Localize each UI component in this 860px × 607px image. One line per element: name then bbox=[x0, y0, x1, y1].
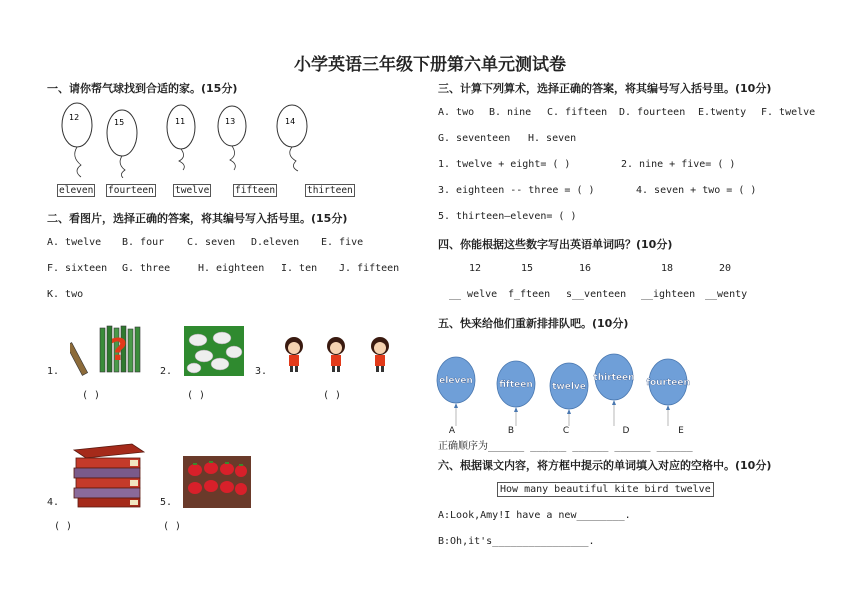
balloon-11 bbox=[167, 105, 195, 170]
word-box-eleven: eleven bbox=[59, 185, 94, 196]
balloon-letter: A bbox=[448, 426, 456, 436]
question: 3. eighteen -- three = ( ) bbox=[438, 185, 595, 196]
girls-icon bbox=[278, 333, 400, 373]
balloon-outlines bbox=[55, 100, 355, 178]
sheep-icon bbox=[184, 326, 244, 376]
option: H. eighteen bbox=[198, 263, 265, 274]
balloon-letter: E bbox=[678, 426, 684, 436]
answer-paren: ( ) bbox=[323, 390, 342, 401]
word-box-thirteen: thirteen bbox=[307, 185, 353, 196]
option: C. fifteen bbox=[547, 107, 608, 118]
order-label: 正确顺序为______ ______ ______ ______ ______ bbox=[438, 441, 693, 452]
option: E. five bbox=[321, 237, 364, 248]
question: 4. seven + two = ( ) bbox=[636, 185, 757, 196]
page-title: 小学英语三年级下册第六单元测试卷 bbox=[294, 55, 566, 75]
question: 5. thirteen—eleven= ( ) bbox=[438, 211, 577, 222]
option: D. fourteen bbox=[619, 107, 686, 118]
fill-blank: __wenty bbox=[705, 289, 748, 300]
option: A. two bbox=[438, 107, 475, 118]
option: I. ten bbox=[281, 263, 318, 274]
balloon-thirteen bbox=[593, 354, 634, 426]
number: 12 bbox=[469, 263, 482, 274]
fill-blank: s__venteen bbox=[566, 289, 627, 300]
balloon-label: 12 bbox=[69, 113, 80, 122]
balloon-letter: D bbox=[622, 426, 630, 436]
number: 16 bbox=[579, 263, 592, 274]
balloon-word: twelve bbox=[552, 382, 586, 392]
section-6-heading: 六、根据课文内容，将方框中提示的单词填入对应的空格中。(10分) bbox=[438, 459, 772, 472]
balloon-13 bbox=[218, 106, 246, 170]
section-3-heading: 三、计算下列算术，选择正确的答案，将其编号写入括号里。(10分) bbox=[438, 82, 772, 95]
option: D.eleven bbox=[251, 237, 300, 248]
word-bank: How many beautiful kite bird twelve bbox=[497, 482, 714, 497]
balloon-letter: B bbox=[507, 426, 515, 436]
picture-number: 3. bbox=[255, 366, 268, 377]
word-box-fifteen: fifteen bbox=[235, 185, 276, 196]
balloon-word: eleven bbox=[439, 376, 473, 386]
fill-blank: f_fteen bbox=[508, 289, 551, 300]
picture-number: 5. bbox=[160, 497, 173, 508]
books-icon bbox=[68, 440, 150, 510]
balloon-label: 14 bbox=[285, 117, 296, 126]
balloon-word: thirteen bbox=[593, 373, 635, 383]
balloon-fourteen bbox=[646, 359, 690, 426]
balloon-word: fifteen bbox=[499, 380, 533, 390]
balloon-letter: C bbox=[562, 426, 570, 436]
word-box-fourteen: fourteen bbox=[108, 185, 154, 196]
option: E.twenty bbox=[698, 107, 747, 118]
balloon-twelve bbox=[550, 363, 588, 426]
option: C. seven bbox=[187, 237, 236, 248]
option: B. nine bbox=[489, 107, 532, 118]
option: B. four bbox=[122, 237, 165, 248]
picture-number: 2. bbox=[160, 366, 173, 377]
option: G. three bbox=[122, 263, 171, 274]
section-2-heading: 二、看图片，选择正确的答案，将其编号写入括号里。(15分) bbox=[47, 212, 348, 225]
balloon-label: 11 bbox=[175, 117, 186, 126]
option: J. fifteen bbox=[339, 263, 400, 274]
balloon-15 bbox=[107, 110, 137, 178]
word-balloons bbox=[436, 352, 706, 428]
number: 18 bbox=[661, 263, 674, 274]
number: 15 bbox=[521, 263, 534, 274]
option: F. twelve bbox=[761, 107, 816, 118]
section-1-heading: 一、请你帮气球找到合适的家。(15分) bbox=[47, 82, 238, 95]
option: G. seventeen bbox=[438, 133, 511, 144]
question-mark-icon: ? bbox=[110, 333, 128, 368]
dialogue-line: B:Oh,it's________________. bbox=[438, 536, 595, 547]
section-5-heading: 五、快来给他们重新排排队吧。(10分) bbox=[438, 317, 629, 330]
pencils-icon bbox=[70, 322, 150, 378]
option: F. sixteen bbox=[47, 263, 108, 274]
fill-blank: __ welve bbox=[449, 289, 498, 300]
balloon-fifteen bbox=[497, 361, 535, 426]
section-4-heading: 四、你能根据这些数字写出英语单词吗？(10分) bbox=[438, 238, 673, 251]
balloon-eleven bbox=[437, 357, 475, 426]
balloon-label: 13 bbox=[225, 117, 236, 126]
number: 20 bbox=[719, 263, 732, 274]
balloon-word: fourteen bbox=[646, 378, 690, 388]
balloon-12 bbox=[62, 103, 92, 177]
answer-paren: ( ) bbox=[187, 390, 206, 401]
option: H. seven bbox=[528, 133, 577, 144]
option: A. twelve bbox=[47, 237, 102, 248]
answer-paren: ( ) bbox=[54, 521, 73, 532]
answer-paren: ( ) bbox=[82, 390, 101, 401]
strawberries-icon bbox=[183, 456, 251, 508]
option: K. two bbox=[47, 289, 84, 300]
answer-paren: ( ) bbox=[163, 521, 182, 532]
picture-number: 1. bbox=[47, 366, 60, 377]
picture-number: 4. bbox=[47, 497, 60, 508]
balloon-label: 15 bbox=[114, 118, 125, 127]
dialogue-line: A:Look,Amy!I have a new________. bbox=[438, 510, 631, 521]
question: 2. nine + five= ( ) bbox=[621, 159, 736, 170]
question: 1. twelve + eight= ( ) bbox=[438, 159, 571, 170]
word-box-twelve: twelve bbox=[175, 185, 210, 196]
balloon-14 bbox=[277, 105, 307, 171]
fill-blank: __ighteen bbox=[641, 289, 696, 300]
